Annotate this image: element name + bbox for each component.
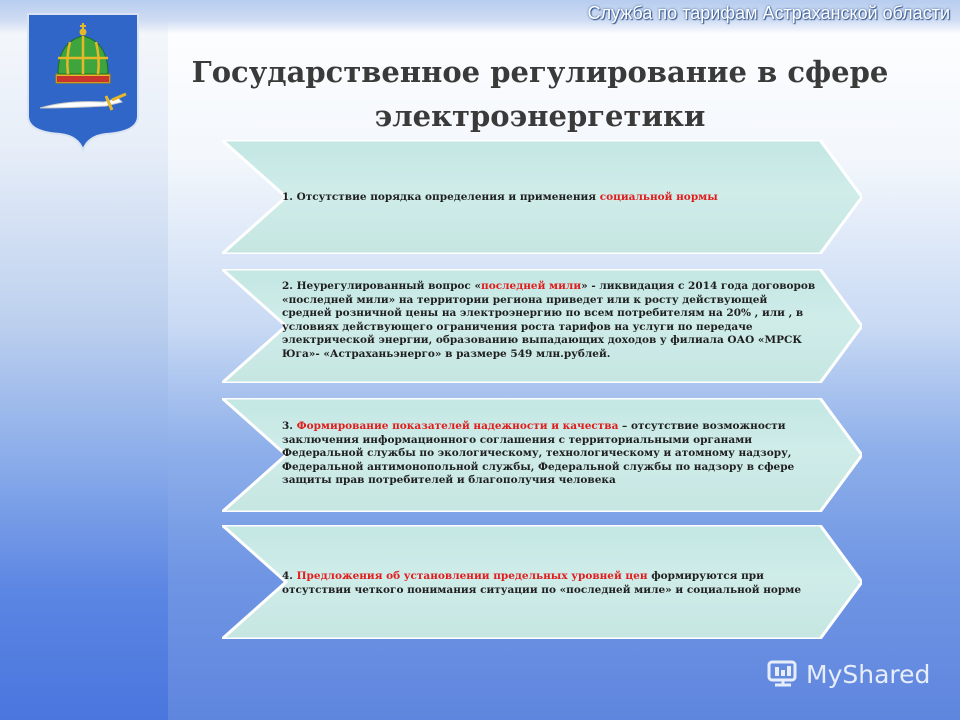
item-4-text <box>282 570 801 597</box>
item-1-number: 1. <box>282 191 293 203</box>
header-band <box>0 0 960 34</box>
item-2-number: 2. <box>282 280 293 292</box>
item-4-highlight: Предложения об установлении предельных уровней цен <box>296 570 648 582</box>
item-1-text <box>282 191 718 205</box>
page-title <box>180 50 900 138</box>
item-3-number: 3. <box>282 420 293 432</box>
title-line-2: электроэнергетики <box>374 99 706 133</box>
presentation-icon <box>766 657 800 691</box>
item-3-text <box>282 420 794 488</box>
watermark <box>766 656 930 692</box>
item-2-text-before: Неурегулированный вопрос « <box>292 280 482 292</box>
item-3-highlight: Формирование показателей надежности и качества <box>296 420 619 432</box>
item-3-text-after: – отсутствие возможности заключения информационного соглашения с территориальными органами Федеральной службы по экологическому, технологическому и атомному надзору, Федеральной антимонопольной службы, Федеральной службы по надзору в сфере защиты прав потребителей и благополучия человека <box>282 420 795 486</box>
item-1-text-before: Отсутствие порядка определения и применения <box>292 191 600 203</box>
item-4-number: 4. <box>282 570 293 582</box>
agency-name: Служба по тарифам Астраханской области <box>587 3 950 23</box>
item-2-highlight: последней мили <box>481 280 582 292</box>
coat-of-arms-icon <box>26 12 140 152</box>
item-4-text-after: формируются при отсутствии четкого понимания ситуации по «последней миле» и социальной норме <box>282 570 802 596</box>
title-line-1: Государственное регулирование в сфере <box>191 55 889 89</box>
watermark-text: MyShared <box>806 659 931 689</box>
item-2-text-after: » - ликвидация с 2014 года договоров «последней мили» на территории региона приведет или к росту действующей средней розничной цены на электроэнергию по всем потребителям на 20% , или , в условиях действующего ограничения роста тарифов на услуги по передаче электрической энергии, образованию выпадающих доходов у филиала ОАО «МРСК Юга»- «Астраханьэнерго» в размере 549 млн.рублей. <box>282 280 816 360</box>
item-1-highlight: социальной нормы <box>599 191 718 203</box>
item-2-text <box>282 280 815 361</box>
